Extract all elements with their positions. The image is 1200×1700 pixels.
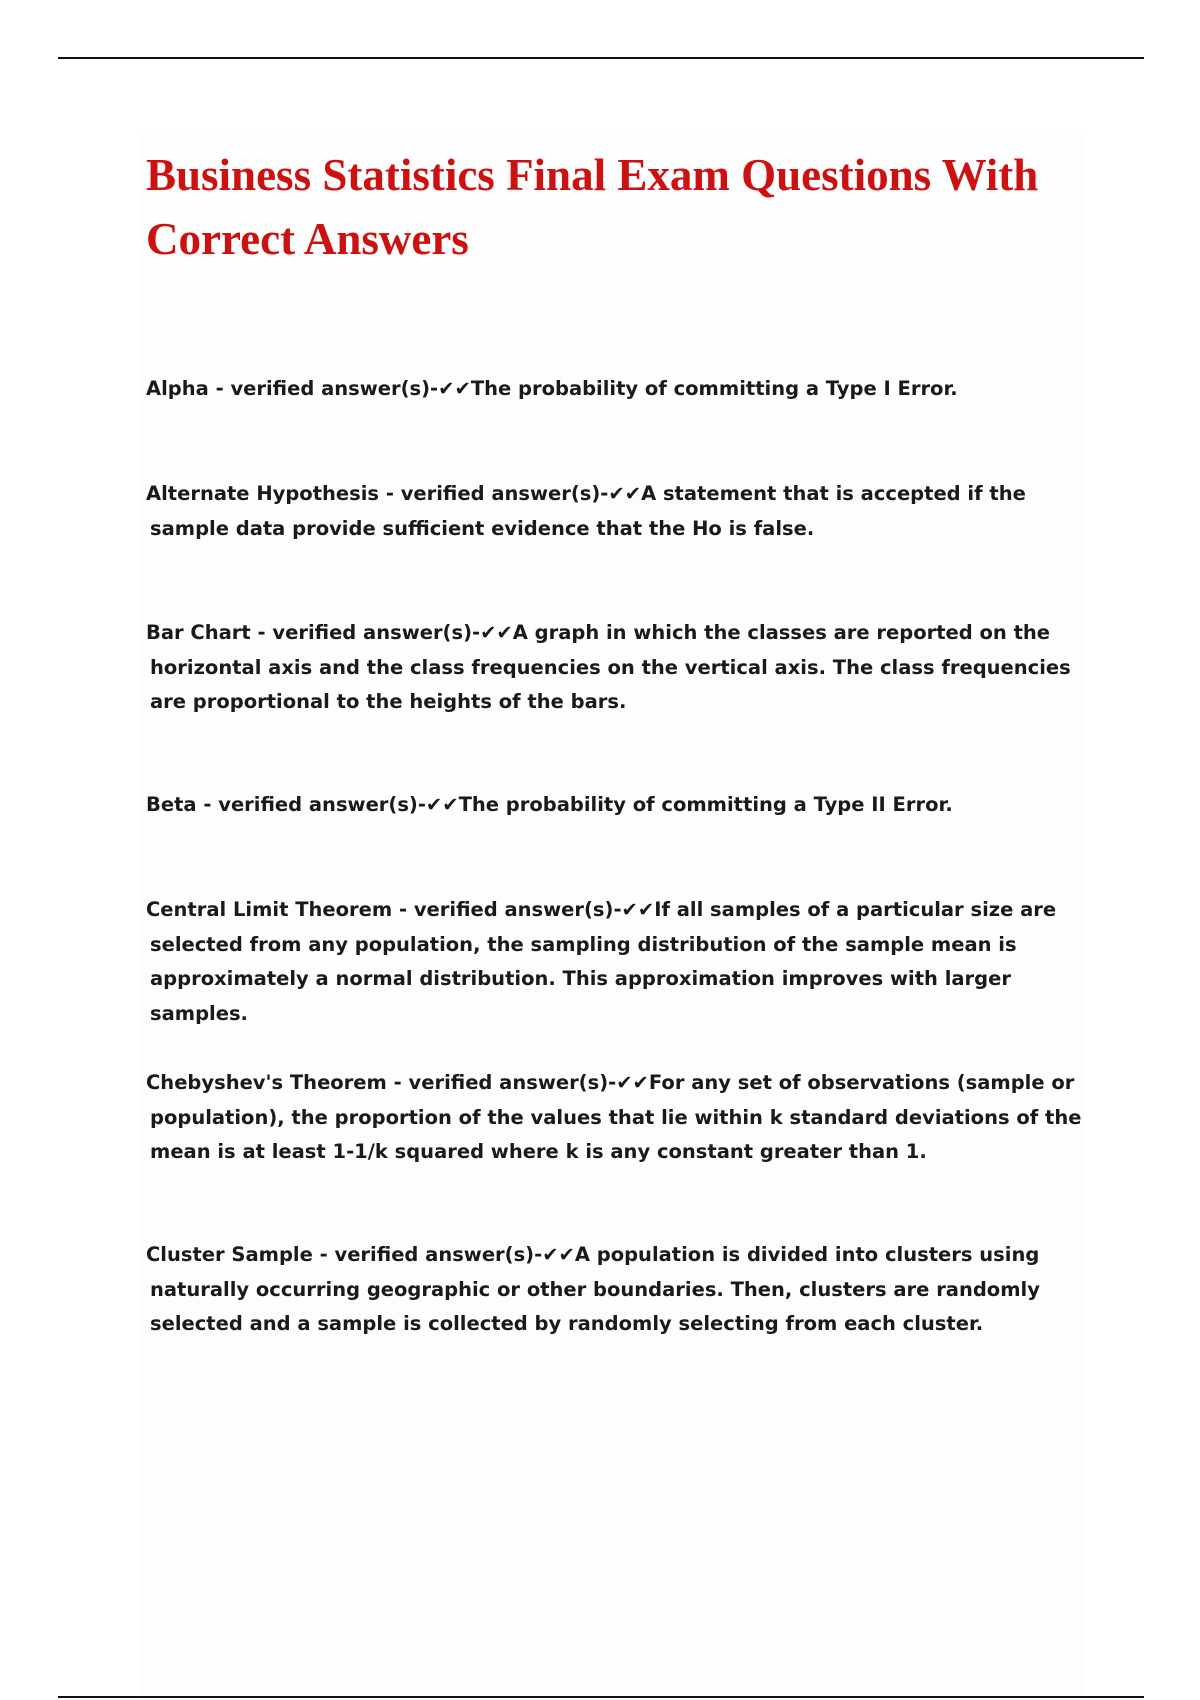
- definition-alternate-hypothesis: Alternate Hypothesis - verified answer(s)-✔✔A statement that is accepted if the sample data provide sufficient evidence that the Ho is false.: [146, 482, 1026, 540]
- definition-alpha: Alpha - verified answer(s)-✔✔The probability of committing a Type I Error.: [146, 377, 958, 400]
- document-title: Business Statistics Final Exam Questions With Correct Answers: [146, 150, 1039, 264]
- bottom-rule: [58, 1696, 1144, 1698]
- definition-beta: Beta - verified answer(s)-✔✔The probability of committing a Type II Error.: [146, 793, 953, 816]
- definition-cluster-sample: Cluster Sample - verified answer(s)-✔✔A population is divided into clusters using naturally occurring geographic or other boundaries. Then, clusters are randomly selected and a sample is collected by randomly selecting from each cluster.: [146, 1243, 1040, 1335]
- top-rule: [58, 57, 1144, 59]
- definition-bar-chart: Bar Chart - verified answer(s)-✔✔A graph in which the classes are reported on the horizontal axis and the class frequencies on the vertical axis. The class frequencies are proportional to the heights of the bars.: [146, 621, 1071, 713]
- definition-chebyshevs-theorem: Chebyshev's Theorem - verified answer(s)-✔✔For any set of observations (sample or population), the proportion of the values that lie within k standard deviations of the mean is at least 1-1/k squared where k is any constant greater than 1.: [146, 1071, 1082, 1163]
- definition-central-limit-theorem: Central Limit Theorem - verified answer(s)-✔✔If all samples of a particular size are selected from any population, the sampling distribution of the sample mean is approximately a normal distribution. This approximation improves with larger samples.: [146, 898, 1057, 1025]
